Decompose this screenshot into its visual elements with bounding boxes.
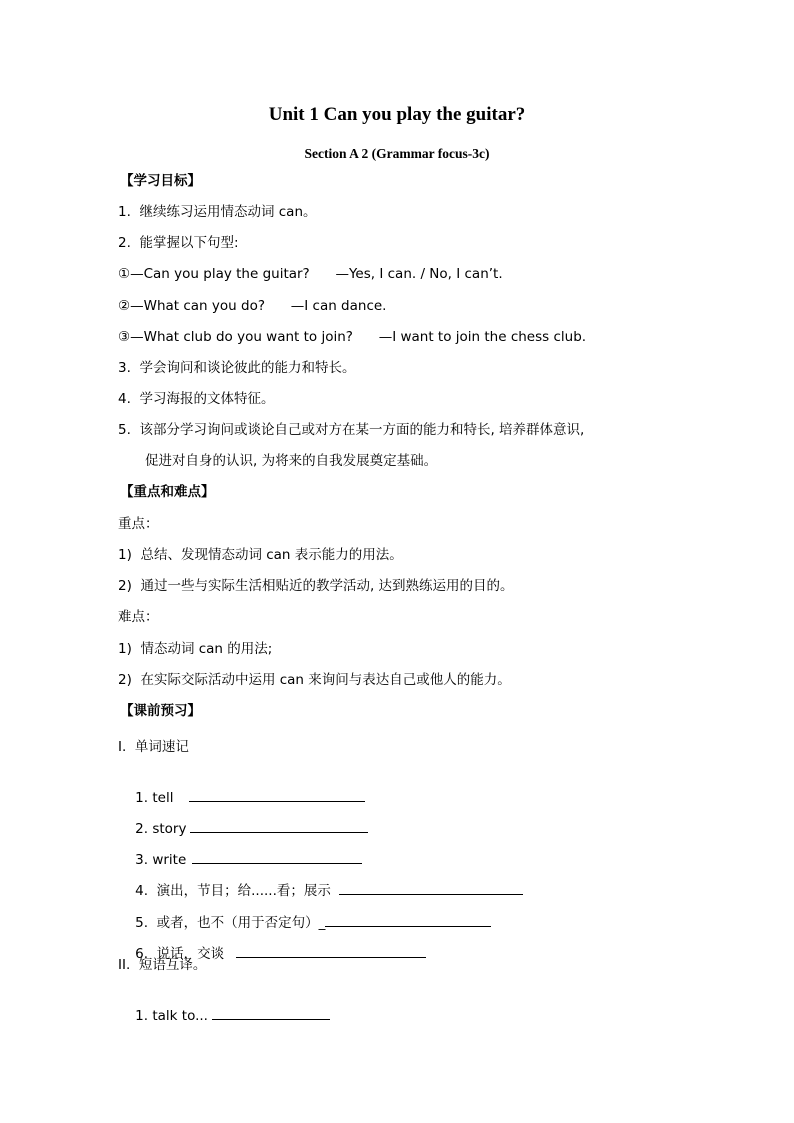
- difficult-item: 1) 情态动词 can 的用法;: [118, 641, 273, 657]
- answer-blank[interactable]: [236, 943, 426, 958]
- key-item: 2) 通过一些与实际生活相贴近的教学活动, 达到熟练运用的目的。: [118, 578, 514, 594]
- sentence-pattern: ②—What can you do? —I can dance.: [118, 298, 387, 314]
- preview-heading: 【课前预习】: [120, 703, 201, 719]
- key-label: 重点：: [118, 516, 159, 532]
- answer-blank[interactable]: [212, 1005, 330, 1020]
- vocab-prompt: 2. story: [135, 821, 187, 837]
- key-points-heading: 【重点和难点】: [120, 484, 215, 500]
- objective-item: 3. 学会询问和谈论彼此的能力和特长。: [118, 360, 356, 376]
- phrase-prompt: 1. talk to...: [135, 1008, 208, 1024]
- page-title: Unit 1 Can you play the guitar?: [268, 104, 526, 125]
- vocab-prompt: 6. 说话，交谈: [135, 946, 225, 962]
- vocab-prompt: 4. 演出，节目；给......看；展示: [135, 883, 331, 899]
- vocab-prompt: 3. write: [135, 852, 187, 868]
- difficult-label: 难点：: [118, 609, 159, 625]
- vocab-section-title: I. 单词速记: [118, 739, 189, 755]
- objectives-heading: 【学习目标】: [120, 173, 201, 189]
- objective-item: 2. 能掌握以下句型:: [118, 235, 239, 251]
- phrase-section-title: II. 短语互译。: [118, 957, 207, 973]
- section-subtitle: Section A 2 (Grammar focus-3c): [304, 146, 490, 161]
- sentence-pattern: ①—Can you play the guitar? —Yes, I can. / No, I can’t.: [118, 266, 503, 282]
- sentence-pattern: ③—What club do you want to join? —I want to join the chess club.: [118, 329, 587, 345]
- vocab-prompt: 5. 或者，也不（用于否定句）_: [135, 915, 326, 931]
- objective-item: 1. 继续练习运用情态动词 can。: [118, 204, 317, 220]
- objective-item-continuation: 促进对自身的认识, 为将来的自我发展奠定基础。: [145, 453, 438, 469]
- objective-item: 5. 该部分学习询问或谈论自己或对方在某一方面的能力和特长, 培养群体意识,: [118, 422, 585, 438]
- phrase-row: [118, 987, 330, 1043]
- difficult-item: 2) 在实际交际活动中运用 can 来询问与表达自己或他人的能力。: [118, 672, 511, 688]
- key-item: 1) 总结、发现情态动词 can 表示能力的用法。: [118, 547, 403, 563]
- objective-item: 4. 学习海报的文体特征。: [118, 391, 275, 407]
- vocab-prompt: 1. tell: [135, 790, 174, 806]
- answer-blank[interactable]: [339, 880, 523, 895]
